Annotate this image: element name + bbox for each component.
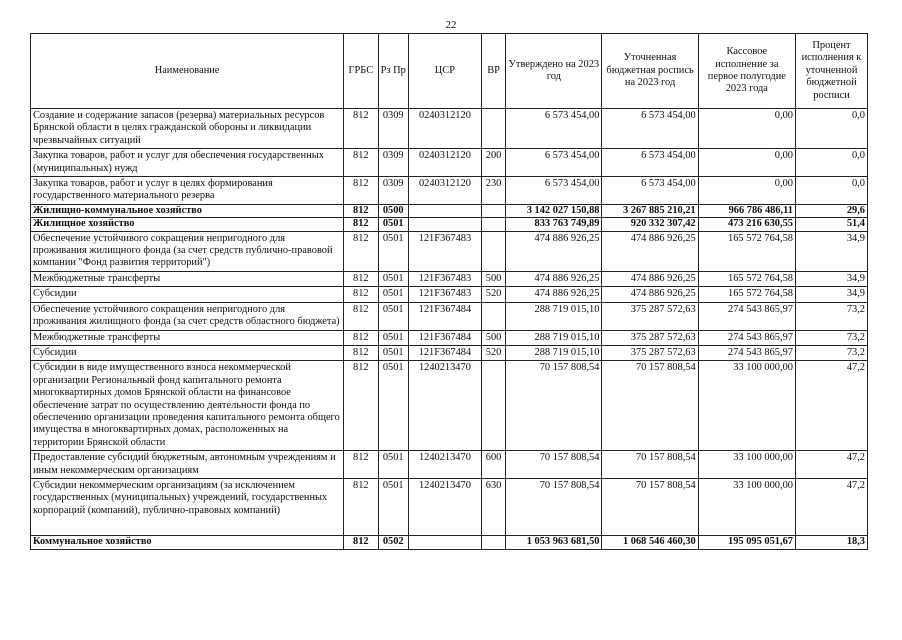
- row-vr: 230: [481, 177, 505, 205]
- row-rz-pr: 0501: [378, 478, 408, 535]
- row-rz-pr: 0309: [378, 177, 408, 205]
- row-grbs: 812: [344, 204, 378, 217]
- row-csr: 121F367483: [408, 287, 481, 302]
- row-refined: 920 332 307,42: [602, 218, 698, 231]
- row-rz-pr: 0501: [378, 451, 408, 479]
- row-refined: 6 573 454,00: [602, 149, 698, 177]
- row-approved: 70 157 808,54: [506, 451, 602, 479]
- row-rz-pr: 0501: [378, 218, 408, 231]
- row-rz-pr: 0501: [378, 231, 408, 271]
- row-vr: 520: [481, 345, 505, 360]
- table-row: [31, 302, 868, 330]
- row-csr: [408, 536, 481, 549]
- row-name: Обеспечение устойчивого сокращения непригодного для проживания жилищного фонда (за счет средств областного бюджета): [31, 302, 344, 330]
- row-csr: [408, 218, 481, 231]
- table-row: [31, 536, 868, 549]
- row-name: Обеспечение устойчивого сокращения непригодного для проживания жилищного фонда (за счет средств публично-правовой компании "Фонд развития территорий"): [31, 231, 344, 271]
- row-percent: 73,2: [795, 330, 867, 345]
- page-number: 22: [445, 19, 457, 31]
- table-row: [31, 361, 868, 451]
- row-approved: 70 157 808,54: [506, 361, 602, 451]
- header-name: Наименование: [31, 34, 344, 109]
- table-row: [31, 287, 868, 302]
- row-cash: 33 100 000,00: [698, 478, 795, 535]
- row-name: Субсидии: [31, 345, 344, 360]
- header-approved: Утверждено на 2023 год: [506, 34, 602, 109]
- row-name: Создание и содержание запасов (резерва) материальных ресурсов Брянской области в целях гражданской обороны и ликвидации чрезвычайных ситуаций: [31, 109, 344, 149]
- row-approved: 288 719 015,10: [506, 345, 602, 360]
- row-approved: 288 719 015,10: [506, 302, 602, 330]
- row-approved: 6 573 454,00: [506, 149, 602, 177]
- row-refined: 375 287 572,63: [602, 345, 698, 360]
- table-row: [31, 109, 868, 149]
- row-cash: 473 216 630,55: [698, 218, 795, 231]
- row-csr: 1240213470: [408, 451, 481, 479]
- row-vr: 500: [481, 330, 505, 345]
- row-refined: 1 068 546 460,30: [602, 536, 698, 549]
- row-percent: 34,9: [795, 271, 867, 286]
- row-refined: 6 573 454,00: [602, 177, 698, 205]
- row-csr: 0240312120: [408, 177, 481, 205]
- row-refined: 375 287 572,63: [602, 302, 698, 330]
- header-row: [31, 34, 868, 109]
- table-row: [31, 218, 868, 231]
- row-rz-pr: 0501: [378, 287, 408, 302]
- row-grbs: 812: [344, 330, 378, 345]
- row-rz-pr: 0501: [378, 302, 408, 330]
- row-csr: [408, 204, 481, 217]
- row-rz-pr: 0501: [378, 361, 408, 451]
- table-row: [31, 451, 868, 479]
- row-rz-pr: 0501: [378, 345, 408, 360]
- row-name: Субсидии: [31, 287, 344, 302]
- row-name: Предоставление субсидий бюджетным, автономным учреждениям и иным некоммерческим организациям: [31, 451, 344, 479]
- row-cash: 274 543 865,97: [698, 302, 795, 330]
- row-refined: 70 157 808,54: [602, 478, 698, 535]
- row-vr: [481, 361, 505, 451]
- row-name: Субсидии в виде имущественного взноса некоммерческой организации Региональный фонд капитального ремонта многоквартирных домов Брянской области на финансовое обеспечение затрат по осуществлению деятельности фонда по обеспечению организации проведения капитального ремонта общего имущества в многоквартирных домах, расположенных на территории Брянской области: [31, 361, 344, 451]
- row-vr: [481, 302, 505, 330]
- table-row: [31, 330, 868, 345]
- row-approved: 474 886 926,25: [506, 231, 602, 271]
- row-approved: 3 142 027 150,88: [506, 204, 602, 217]
- budget-table: [30, 33, 868, 550]
- row-percent: 47,2: [795, 478, 867, 535]
- header-grbs: ГРБС: [344, 34, 378, 109]
- row-grbs: 812: [344, 109, 378, 149]
- row-percent: 73,2: [795, 302, 867, 330]
- row-percent: 73,2: [795, 345, 867, 360]
- header-csr: ЦСР: [408, 34, 481, 109]
- row-vr: 630: [481, 478, 505, 535]
- row-cash: 274 543 865,97: [698, 330, 795, 345]
- row-vr: [481, 231, 505, 271]
- row-percent: 47,2: [795, 361, 867, 451]
- row-percent: 18,3: [795, 536, 867, 549]
- row-percent: 47,2: [795, 451, 867, 479]
- row-approved: 70 157 808,54: [506, 478, 602, 535]
- table-row: [31, 231, 868, 271]
- row-approved: 6 573 454,00: [506, 109, 602, 149]
- row-refined: 3 267 885 210,21: [602, 204, 698, 217]
- row-cash: 195 095 051,67: [698, 536, 795, 549]
- row-refined: 6 573 454,00: [602, 109, 698, 149]
- row-csr: 121F367483: [408, 231, 481, 271]
- table-row: [31, 177, 868, 205]
- header-percent: Процент исполнения к уточненной бюджетной росписи: [795, 34, 867, 109]
- row-refined: 474 886 926,25: [602, 287, 698, 302]
- row-csr: 0240312120: [408, 109, 481, 149]
- table-row: [31, 271, 868, 286]
- row-csr: 121F367483: [408, 271, 481, 286]
- row-grbs: 812: [344, 287, 378, 302]
- row-grbs: 812: [344, 149, 378, 177]
- row-refined: 70 157 808,54: [602, 361, 698, 451]
- row-cash: 165 572 764,58: [698, 231, 795, 271]
- header-refined: Уточненная бюджетная роспись на 2023 год: [602, 34, 698, 109]
- row-name: Жилищно-коммунальное хозяйство: [31, 204, 344, 217]
- row-grbs: 812: [344, 302, 378, 330]
- table-row: [31, 204, 868, 217]
- row-refined: 70 157 808,54: [602, 451, 698, 479]
- row-percent: 51,4: [795, 218, 867, 231]
- row-approved: 474 886 926,25: [506, 287, 602, 302]
- row-vr: 200: [481, 149, 505, 177]
- row-grbs: 812: [344, 218, 378, 231]
- row-refined: 474 886 926,25: [602, 271, 698, 286]
- row-rz-pr: 0500: [378, 204, 408, 217]
- row-vr: 500: [481, 271, 505, 286]
- row-percent: 34,9: [795, 287, 867, 302]
- row-approved: 833 763 749,89: [506, 218, 602, 231]
- row-vr: [481, 109, 505, 149]
- row-name: Закупка товаров, работ и услуг для обеспечения государственных (муниципальных) нужд: [31, 149, 344, 177]
- row-rz-pr: 0309: [378, 149, 408, 177]
- row-cash: 165 572 764,58: [698, 271, 795, 286]
- row-csr: 121F367484: [408, 302, 481, 330]
- row-approved: 474 886 926,25: [506, 271, 602, 286]
- row-grbs: 812: [344, 478, 378, 535]
- row-cash: 274 543 865,97: [698, 345, 795, 360]
- row-name: Жилищное хозяйство: [31, 218, 344, 231]
- row-csr: 1240213470: [408, 478, 481, 535]
- row-vr: 520: [481, 287, 505, 302]
- row-rz-pr: 0502: [378, 536, 408, 549]
- row-grbs: 812: [344, 536, 378, 549]
- row-name: Межбюджетные трансферты: [31, 330, 344, 345]
- header-rz-pr: Рз Пр: [378, 34, 408, 109]
- row-approved: 288 719 015,10: [506, 330, 602, 345]
- row-cash: 33 100 000,00: [698, 361, 795, 451]
- row-name: Субсидии некоммерческим организациям (за исключением государственных (муниципальных) учреждений, государственных корпораций (компаний), публично-правовых компаний): [31, 478, 344, 535]
- header-cash: Кассовое исполнение за первое полугодие 2023 года: [698, 34, 795, 109]
- row-cash: 33 100 000,00: [698, 451, 795, 479]
- table-row: [31, 345, 868, 360]
- row-grbs: 812: [344, 231, 378, 271]
- row-cash: 165 572 764,58: [698, 287, 795, 302]
- table-row: [31, 149, 868, 177]
- table-row: [31, 478, 868, 535]
- row-percent: 0,0: [795, 109, 867, 149]
- row-name: Межбюджетные трансферты: [31, 271, 344, 286]
- row-refined: 474 886 926,25: [602, 231, 698, 271]
- row-name: Закупка товаров, работ и услуг в целях формирования государственного материального резерва: [31, 177, 344, 205]
- row-csr: 0240312120: [408, 149, 481, 177]
- row-rz-pr: 0501: [378, 271, 408, 286]
- row-vr: 600: [481, 451, 505, 479]
- header-vr: ВР: [481, 34, 505, 109]
- row-csr: 121F367484: [408, 345, 481, 360]
- row-vr: [481, 536, 505, 549]
- row-grbs: 812: [344, 451, 378, 479]
- row-percent: 0,0: [795, 177, 867, 205]
- row-percent: 0,0: [795, 149, 867, 177]
- row-csr: 121F367484: [408, 330, 481, 345]
- row-vr: [481, 204, 505, 217]
- row-approved: 1 053 963 681,50: [506, 536, 602, 549]
- row-cash: 0,00: [698, 149, 795, 177]
- row-csr: 1240213470: [408, 361, 481, 451]
- row-percent: 34,9: [795, 231, 867, 271]
- row-cash: 0,00: [698, 109, 795, 149]
- row-approved: 6 573 454,00: [506, 177, 602, 205]
- row-percent: 29,6: [795, 204, 867, 217]
- row-refined: 375 287 572,63: [602, 330, 698, 345]
- row-rz-pr: 0501: [378, 330, 408, 345]
- row-rz-pr: 0309: [378, 109, 408, 149]
- row-name: Коммунальное хозяйство: [31, 536, 344, 549]
- row-grbs: 812: [344, 345, 378, 360]
- row-grbs: 812: [344, 361, 378, 451]
- row-vr: [481, 218, 505, 231]
- row-cash: 966 786 486,11: [698, 204, 795, 217]
- row-grbs: 812: [344, 177, 378, 205]
- row-grbs: 812: [344, 271, 378, 286]
- row-cash: 0,00: [698, 177, 795, 205]
